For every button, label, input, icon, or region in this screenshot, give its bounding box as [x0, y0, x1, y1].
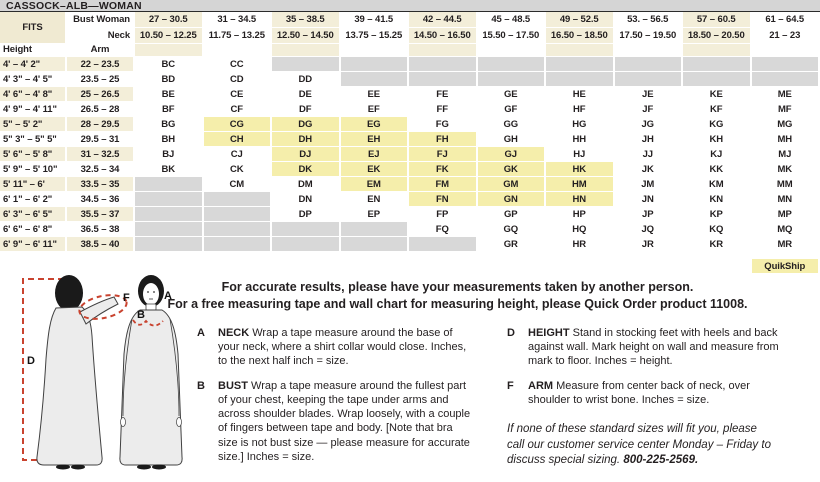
header-filler-cell: [683, 44, 752, 57]
na-cell: [615, 57, 684, 72]
size-code-dj: DJ: [272, 147, 341, 162]
size-code-bd: BD: [135, 72, 204, 87]
front-figure-foot: [137, 465, 151, 470]
size-code-jr: JR: [615, 237, 684, 252]
instruction-keyword-height: HEIGHT: [528, 327, 570, 339]
size-code-bj: BJ: [135, 147, 204, 162]
bust-range-col4: 39 – 41.5: [341, 12, 410, 28]
bust-range-col3: 35 – 38.5: [272, 12, 341, 28]
size-code-em: EM: [341, 177, 410, 192]
height-range: 6' 3" – 6' 5": [0, 207, 67, 222]
bust-range-col5: 42 – 44.5: [409, 12, 478, 28]
na-cell: [752, 72, 820, 87]
instruction-keyword-bust: BUST: [218, 380, 248, 393]
size-row: [0, 57, 820, 72]
na-cell: [341, 222, 410, 237]
na-cell: [341, 72, 410, 87]
size-code-mr: MR: [752, 237, 820, 252]
na-cell: [272, 237, 341, 252]
height-range: 4' 9" – 4' 11": [0, 102, 67, 117]
size-code-fe: FE: [409, 87, 478, 102]
neck-header-row: [0, 28, 820, 44]
size-code-de: DE: [272, 87, 341, 102]
height-range: 5' 11" – 6': [0, 177, 67, 192]
arm-range: 25 – 26.5: [67, 87, 135, 102]
na-cell: [135, 177, 204, 192]
na-cell: [683, 72, 752, 87]
size-code-bk: BK: [135, 162, 204, 177]
size-code-mf: MF: [752, 102, 820, 117]
instruction-letter-f: F: [507, 380, 514, 393]
quikship-badge: QuikShip: [752, 259, 820, 274]
size-code-gq: GQ: [478, 222, 547, 237]
na-cell: [135, 192, 204, 207]
size-code-hh: HH: [546, 132, 615, 147]
na-cell: [683, 57, 752, 72]
size-code-kf: KF: [683, 102, 752, 117]
bust-header-row: [0, 12, 820, 28]
size-code-jk: JK: [615, 162, 684, 177]
height-range: 6' 1" – 6' 2": [0, 192, 67, 207]
arm-range: 35.5 – 37: [67, 207, 135, 222]
header-filler-cell: [752, 44, 820, 57]
size-code-be: BE: [135, 87, 204, 102]
size-code-gj: GJ: [478, 147, 547, 162]
size-code-hk: HK: [546, 162, 615, 177]
size-code-dm: DM: [272, 177, 341, 192]
measuring-instructions-section: [0, 274, 820, 479]
size-code-cd: CD: [204, 72, 273, 87]
na-cell: [409, 237, 478, 252]
size-code-hg: HG: [546, 117, 615, 132]
size-code-me: ME: [752, 87, 820, 102]
special-sizing-note: [507, 422, 777, 468]
size-code-gp: GP: [478, 207, 547, 222]
size-code-jg: JG: [615, 117, 684, 132]
neck-range-col2: 11.75 – 13.25: [204, 28, 273, 44]
na-cell: [135, 207, 204, 222]
size-row: [0, 162, 820, 177]
size-row: [0, 117, 820, 132]
na-cell: [615, 72, 684, 87]
size-code-hm: HM: [546, 177, 615, 192]
arm-range: 22 – 23.5: [67, 57, 135, 72]
bust-range-col2: 31 – 34.5: [204, 12, 273, 28]
front-figure-foot: [152, 465, 166, 470]
size-row: [0, 102, 820, 117]
size-code-gn: GN: [478, 192, 547, 207]
height-arm-header-row: [0, 44, 820, 57]
neck-row-label: Neck: [67, 28, 135, 44]
size-code-ee: EE: [341, 87, 410, 102]
size-row: [0, 147, 820, 162]
size-code-dn: DN: [272, 192, 341, 207]
bust-range-col9: 57 – 60.5: [683, 12, 752, 28]
arm-range: 34.5 – 36: [67, 192, 135, 207]
size-code-bh: BH: [135, 132, 204, 147]
size-code-bf: BF: [135, 102, 204, 117]
instruction-height: [507, 326, 817, 368]
quikship-row-filler: [0, 259, 752, 274]
size-code-gg: GG: [478, 117, 547, 132]
height-range: 5" 3" – 5" 5": [0, 132, 67, 147]
front-figure-hand: [177, 418, 182, 427]
spacer-cell: [0, 252, 820, 259]
size-code-km: KM: [683, 177, 752, 192]
size-code-fj: FJ: [409, 147, 478, 162]
neck-range-col1: 10.50 – 12.25: [135, 28, 204, 44]
size-row: [0, 72, 820, 87]
quikship-row: [0, 259, 820, 274]
arm-range: 38.5 – 40: [67, 237, 135, 252]
bust-range-col7: 49 – 52.5: [546, 12, 615, 28]
size-code-ke: KE: [683, 87, 752, 102]
back-figure-robe: [37, 307, 102, 465]
size-code-cc: CC: [204, 57, 273, 72]
na-cell: [752, 57, 820, 72]
size-code-kp: KP: [683, 207, 752, 222]
na-cell: [272, 57, 341, 72]
spacer-row: [0, 252, 820, 259]
size-code-dp: DP: [272, 207, 341, 222]
size-code-cf: CF: [204, 102, 273, 117]
size-code-ek: EK: [341, 162, 410, 177]
instruction-height-text: [528, 326, 784, 368]
size-code-mg: MG: [752, 117, 820, 132]
bust-range-col8: 53. – 56.5: [615, 12, 684, 28]
size-code-je: JE: [615, 87, 684, 102]
bust-range-col10: 61 – 64.5: [752, 12, 820, 28]
chart-title: CASSOCK–ALB—WOMAN: [0, 0, 820, 12]
instruction-letter-a: A: [197, 327, 205, 339]
size-code-bg: BG: [135, 117, 204, 132]
back-figure-head: [55, 275, 83, 311]
na-cell: [204, 207, 273, 222]
instruction-body-neck: Wrap a tape measure around the base of your neck, where a shirt collar would close. Inches, to the next half inch = size.: [218, 327, 467, 368]
size-code-kn: KN: [683, 192, 752, 207]
figure-label-b: B: [137, 309, 145, 321]
size-row: [0, 177, 820, 192]
bust-range-col6: 45 – 48.5: [478, 12, 547, 28]
arm-range: 28 – 29.5: [67, 117, 135, 132]
size-code-eh: EH: [341, 132, 410, 147]
size-code-mh: MH: [752, 132, 820, 147]
size-code-ej: EJ: [341, 147, 410, 162]
height-column-label: Height: [0, 44, 67, 57]
size-code-mk: MK: [752, 162, 820, 177]
height-range: 4' – 4' 2": [0, 57, 67, 72]
instruction-body-height: Stand in stocking feet with heels and back against wall. Mark height on wall and measure from mark to floor. Inches = height.: [528, 327, 779, 368]
size-grid-body: [0, 57, 820, 274]
instructions-column-right: [507, 326, 817, 468]
instruction-letter-d: D: [507, 327, 515, 339]
size-code-cg: CG: [204, 117, 273, 132]
height-range: 5" – 5' 2": [0, 117, 67, 132]
front-figure-hand: [121, 418, 126, 427]
arm-range: 32.5 – 34: [67, 162, 135, 177]
size-code-he: HE: [546, 87, 615, 102]
na-cell: [204, 192, 273, 207]
arm-range: 33.5 – 35: [67, 177, 135, 192]
size-code-hj: HJ: [546, 147, 615, 162]
instruction-keyword-neck: NECK: [218, 327, 250, 339]
size-code-hp: HP: [546, 207, 615, 222]
na-cell: [272, 222, 341, 237]
neck-range-col3: 12.50 – 14.50: [272, 28, 341, 44]
arm-range: 36.5 – 38: [67, 222, 135, 237]
header-filler-cell: [478, 44, 547, 57]
na-cell: [409, 72, 478, 87]
size-row: [0, 237, 820, 252]
size-code-cj: CJ: [204, 147, 273, 162]
instruction-neck: [197, 326, 497, 368]
size-code-jm: JM: [615, 177, 684, 192]
size-code-bc: BC: [135, 57, 204, 72]
size-row: [0, 207, 820, 222]
instruction-neck-text: [218, 326, 474, 368]
arm-column-label: Arm: [67, 44, 135, 57]
size-code-ck: CK: [204, 162, 273, 177]
instruction-letter-b: B: [197, 380, 205, 393]
na-cell: [135, 222, 204, 237]
intro-line-1: For accurate results, please have your measurements taken by another person.: [221, 280, 694, 294]
size-code-fm: FM: [409, 177, 478, 192]
size-code-jq: JQ: [615, 222, 684, 237]
header-filler-cell: [341, 44, 410, 57]
instruction-body-arm: Measure from center back of neck, over shoulder to wrist bone. Inches = size.: [528, 380, 750, 407]
intro-line-2: For a free measuring tape and wall chart for measuring height, please Quick Order product 11008.: [167, 296, 748, 311]
figure-label-f: F: [123, 292, 130, 304]
size-code-jh: JH: [615, 132, 684, 147]
special-sizing-text: If none of these standard sizes will fit you, please call our customer service center Monday – Friday to discuss special sizing.: [507, 423, 771, 466]
size-code-mj: MJ: [752, 147, 820, 162]
size-code-hn: HN: [546, 192, 615, 207]
height-range: 4' 3" – 4' 5": [0, 72, 67, 87]
size-code-fk: FK: [409, 162, 478, 177]
neck-range-col7: 16.50 – 18.50: [546, 28, 615, 44]
neck-range-col9: 18.50 – 20.50: [683, 28, 752, 44]
size-code-hr: HR: [546, 237, 615, 252]
size-row: [0, 132, 820, 147]
fits-label: FITS: [0, 12, 67, 44]
size-code-dh: DH: [272, 132, 341, 147]
neck-range-col4: 13.75 – 15.25: [341, 28, 410, 44]
size-code-jf: JF: [615, 102, 684, 117]
size-code-gh: GH: [478, 132, 547, 147]
height-range: 6' 6" – 6' 8": [0, 222, 67, 237]
instruction-bust-text: [218, 379, 474, 463]
size-code-ef: EF: [341, 102, 410, 117]
arm-range: 29.5 – 31: [67, 132, 135, 147]
instruction-arm: [507, 379, 817, 407]
na-cell: [135, 237, 204, 252]
instructions-column-left: [197, 326, 497, 475]
na-cell: [204, 222, 273, 237]
size-code-fn: FN: [409, 192, 478, 207]
size-code-ge: GE: [478, 87, 547, 102]
header-filler-cell: [615, 44, 684, 57]
size-code-fq: FQ: [409, 222, 478, 237]
size-code-eg: EG: [341, 117, 410, 132]
size-code-dd: DD: [272, 72, 341, 87]
neck-range-col10: 21 – 23: [752, 28, 820, 44]
instruction-body-bust: Wrap a tape measure around the fullest part of your chest, keeping the tape under arms and across shoulder blades. Wrap loosely, with a couple of fingers between tape and body. [Note that bra size is not bust size — please measure for accurate size.] Inches = size.: [218, 380, 471, 463]
size-code-mp: MP: [752, 207, 820, 222]
size-code-cm: CM: [204, 177, 273, 192]
size-code-ff: FF: [409, 102, 478, 117]
size-chart-table: [0, 12, 820, 274]
size-code-ch: CH: [204, 132, 273, 147]
arm-range: 23.5 – 25: [67, 72, 135, 87]
bust-row-label: Bust Woman: [67, 12, 135, 28]
height-range: 5' 9" – 5' 10": [0, 162, 67, 177]
height-range: 6' 9" – 6' 11": [0, 237, 67, 252]
size-code-gm: GM: [478, 177, 547, 192]
size-code-en: EN: [341, 192, 410, 207]
height-range: 4' 6" – 4' 8": [0, 87, 67, 102]
size-code-mn: MN: [752, 192, 820, 207]
size-code-kh: KH: [683, 132, 752, 147]
size-code-kj: KJ: [683, 147, 752, 162]
arm-range: 31 – 32.5: [67, 147, 135, 162]
na-cell: [341, 237, 410, 252]
size-code-jn: JN: [615, 192, 684, 207]
back-figure-foot: [71, 465, 85, 470]
na-cell: [409, 57, 478, 72]
header-filler-cell: [272, 44, 341, 57]
na-cell: [204, 237, 273, 252]
na-cell: [546, 72, 615, 87]
size-code-mm: MM: [752, 177, 820, 192]
size-row: [0, 222, 820, 237]
na-cell: [341, 57, 410, 72]
size-row: [0, 192, 820, 207]
neck-range-col8: 17.50 – 19.50: [615, 28, 684, 44]
size-code-kk: KK: [683, 162, 752, 177]
figure-label-a: A: [164, 290, 172, 302]
arm-range: 26.5 – 28: [67, 102, 135, 117]
size-code-gf: GF: [478, 102, 547, 117]
bust-range-col1: 27 – 30.5: [135, 12, 204, 28]
size-code-hq: HQ: [546, 222, 615, 237]
size-code-kq: KQ: [683, 222, 752, 237]
size-code-gk: GK: [478, 162, 547, 177]
size-code-gr: GR: [478, 237, 547, 252]
header-filler-cell: [546, 44, 615, 57]
header-filler-cell: [409, 44, 478, 57]
size-code-jj: JJ: [615, 147, 684, 162]
figure-label-d: D: [27, 355, 35, 367]
size-code-fh: FH: [409, 132, 478, 147]
instruction-arm-text: [528, 379, 784, 407]
neck-range-col5: 14.50 – 16.50: [409, 28, 478, 44]
size-code-hf: HF: [546, 102, 615, 117]
instruction-keyword-arm: ARM: [528, 380, 554, 393]
size-code-mq: MQ: [752, 222, 820, 237]
size-code-kr: KR: [683, 237, 752, 252]
size-code-jp: JP: [615, 207, 684, 222]
intro-text: [95, 279, 820, 312]
header-filler-cell: [204, 44, 273, 57]
size-code-ep: EP: [341, 207, 410, 222]
size-code-fg: FG: [409, 117, 478, 132]
neck-range-col6: 15.50 – 17.50: [478, 28, 547, 44]
na-cell: [478, 72, 547, 87]
na-cell: [546, 57, 615, 72]
back-figure-foot: [56, 465, 70, 470]
front-figure-robe: [120, 310, 182, 465]
size-code-kg: KG: [683, 117, 752, 132]
size-code-ce: CE: [204, 87, 273, 102]
size-code-fp: FP: [409, 207, 478, 222]
size-code-df: DF: [272, 102, 341, 117]
height-range: 5' 6" – 5' 8": [0, 147, 67, 162]
size-row: [0, 87, 820, 102]
size-code-dk: DK: [272, 162, 341, 177]
phone-number: 800-225-2569.: [623, 453, 699, 466]
instruction-bust: [197, 379, 497, 463]
header-filler-cell: [135, 44, 204, 57]
na-cell: [478, 57, 547, 72]
size-code-dg: DG: [272, 117, 341, 132]
